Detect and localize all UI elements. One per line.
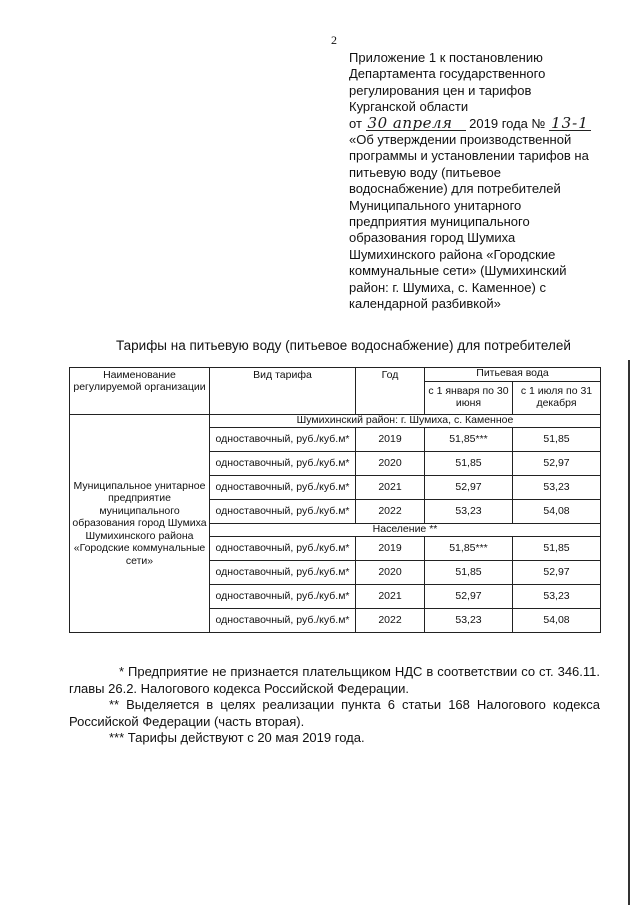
cell-tariff-type: одноставочный, руб./куб.м* [210,452,356,476]
header-period-2: с 1 июля по 31 декабря [513,381,601,414]
header-tariff-type: Вид тарифа [210,368,356,415]
footnote-3: *** Тарифы действуют с 20 мая 2019 года. [109,730,365,746]
appendix-title-line: водоснабжение) для потребителей [349,181,561,197]
footnotes [69,664,600,747]
cell-period-2-value: 54,08 [513,609,601,633]
appendix-line: регулирования цен и тарифов [349,82,532,98]
appendix-title-line: календарной разбивкой» [349,296,501,312]
cell-period-1-value: 51,85*** [425,428,513,452]
section-title: Население ** [210,524,601,537]
appendix-title-line: предприятия муниципального [349,214,530,230]
cell-tariff-type: одноставочный, руб./куб.м* [210,476,356,500]
footnote-2: ** Выделяется в целях реализации пункта 6 статьи 168 Налогового кодекса Российской Федерации (часть вторая). [69,697,600,729]
tariff-table [69,367,601,633]
from-label: от [349,115,362,131]
cell-tariff-type: одноставочный, руб./куб.м* [210,428,356,452]
cell-period-1-value: 52,97 [425,585,513,609]
cell-period-2-value: 54,08 [513,500,601,524]
footnote-1: * Предприятие не признается плательщиком НДС в соответствии со ст. 346.11. главы 26.2. Налогового кодекса Российской Федерации. [69,664,600,696]
handwritten-date: 30 апреля [366,117,466,131]
cell-period-1-value: 51,85 [425,561,513,585]
cell-year: 2022 [356,500,425,524]
cell-period-2-value: 51,85 [513,537,601,561]
tariff-table-body [70,415,601,633]
organization-name: Муниципальное унитарное предприятие муниципального образования город Шумиха Шумихинского района «Городские коммунальные сети» [70,415,210,633]
cell-period-1-value: 51,85*** [425,537,513,561]
section-title: Шумихинский район: г. Шумиха, с. Каменное [210,415,601,428]
header-period-1: с 1 января по 30 июня [425,381,513,414]
appendix-title-line: коммунальные сети» (Шумихинский [349,263,567,279]
appendix-resolution-title [349,132,619,312]
cell-period-1-value: 52,97 [425,476,513,500]
cell-year: 2021 [356,476,425,500]
cell-year: 2019 [356,428,425,452]
appendix-line: Департамента государственного [349,66,546,82]
appendix-title-line: Шумихинского района «Городские [349,246,556,262]
cell-year: 2019 [356,537,425,561]
cell-tariff-type: одноставочный, руб./куб.м* [210,585,356,609]
appendix-title-line: питьевую воду (питьевое [349,164,501,180]
year-text: 2019 года № [469,115,546,131]
appendix-title-line: «Об утверждении производственной [349,132,572,148]
appendix-date-line [349,113,619,132]
header-organization: Наименование регулируемой организации [70,368,210,415]
cell-tariff-type: одноставочный, руб./куб.м* [210,537,356,561]
appendix-title-line: район: г. Шумиха, с. Каменное) с [349,279,546,295]
header-drinking-water: Питьевая вода [425,368,601,382]
table-title: Тарифы на питьевую воду (питьевое водоснабжение) для потребителей [116,338,571,353]
appendix-title-line: образования город Шумиха [349,230,516,246]
cell-period-1-value: 53,23 [425,609,513,633]
header-year: Год [356,368,425,415]
cell-period-2-value: 52,97 [513,452,601,476]
appendix-header [349,50,619,313]
appendix-title-line: Муниципального унитарного [349,197,522,213]
handwritten-number: 13-1 [549,117,591,131]
page-number: 2 [331,33,337,47]
cell-period-2-value: 53,23 [513,476,601,500]
cell-tariff-type: одноставочный, руб./куб.м* [210,609,356,633]
cell-period-1-value: 51,85 [425,452,513,476]
cell-period-2-value: 52,97 [513,561,601,585]
cell-period-2-value: 53,23 [513,585,601,609]
cell-year: 2021 [356,585,425,609]
cell-year: 2020 [356,561,425,585]
cell-period-1-value: 53,23 [425,500,513,524]
appendix-line: Приложение 1 к постановлению [349,50,543,65]
scan-edge-line [628,360,630,905]
cell-year: 2022 [356,609,425,633]
appendix-title-line: программы и установлении тарифов на [349,148,589,164]
cell-tariff-type: одноставочный, руб./куб.м* [210,561,356,585]
cell-period-2-value: 51,85 [513,428,601,452]
section-row [70,415,601,428]
cell-year: 2020 [356,452,425,476]
cell-tariff-type: одноставочный, руб./куб.м* [210,500,356,524]
appendix-line: Курганской области [349,99,469,115]
